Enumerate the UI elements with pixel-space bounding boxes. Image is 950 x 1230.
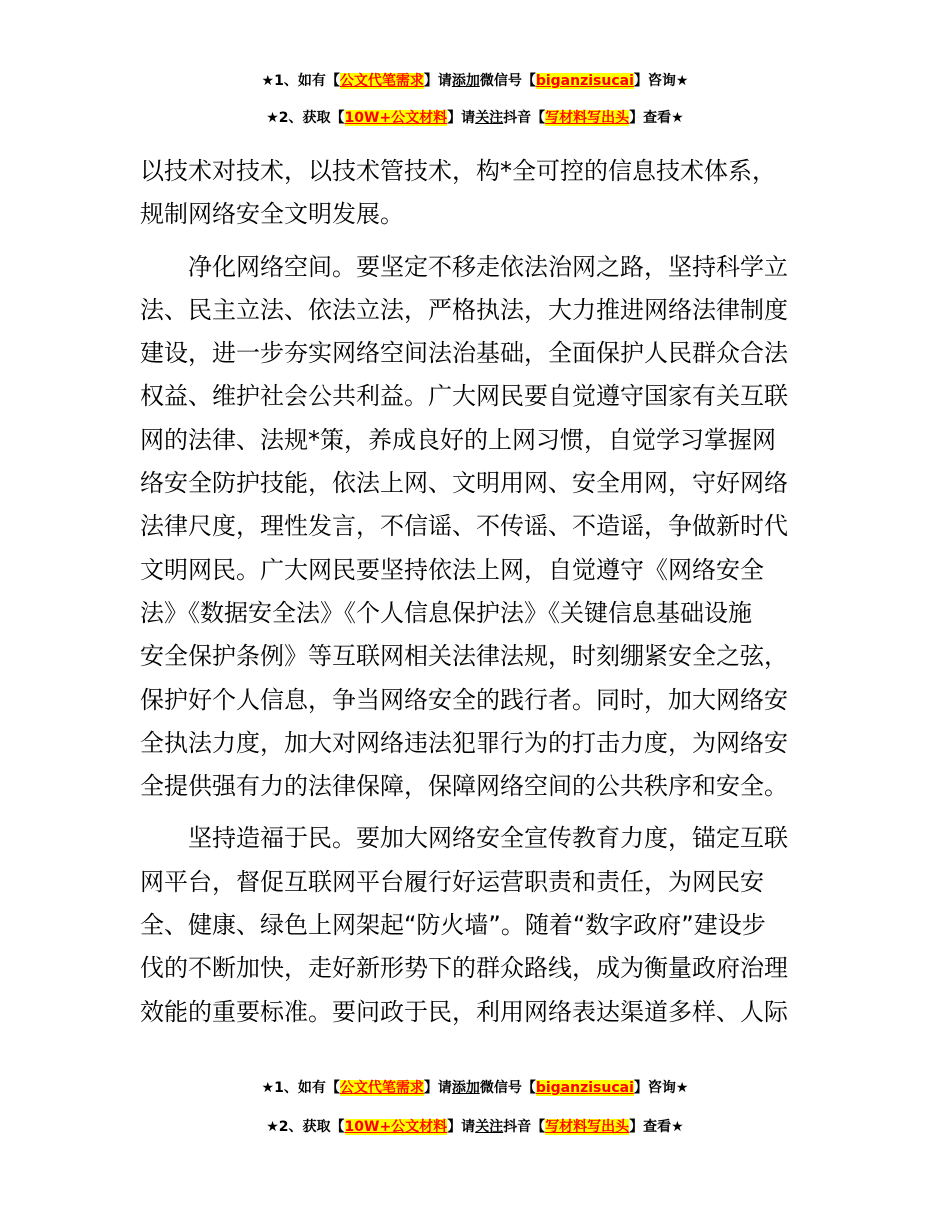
header-line-1-mid-1: 】请 — [423, 73, 452, 89]
header-line-2-highlight-2: 写材料写出头 — [545, 110, 630, 126]
header-line-1-pre: ★1、如有【 — [261, 73, 340, 89]
header-line-2-mid-1: 】请 — [447, 110, 476, 126]
paragraph-line: 效能的重要标准。要问政于民，利用网络表达渠道多样、人际 — [140, 997, 788, 1026]
paragraph-line: 全提供强有力的法律保障，保障网络空间的公共秩序和安全。 — [140, 772, 788, 801]
paragraph-line: 络安全防护技能，依法上网、文明用网、安全用网，守好网络 — [140, 469, 788, 498]
paragraph-line: 法、民主立法、依法立法，严格执法，大力推进网络法律制度 — [140, 295, 788, 324]
header-line-2-underline: 关注 — [475, 110, 504, 126]
header-line-2-highlight-1: 10W+公文材料 — [344, 110, 448, 126]
header-line-2-post: 】查看★ — [629, 110, 684, 126]
footer-line-1-mid-2: 微信号【 — [479, 1080, 536, 1096]
footer-line-2-mid-2: 抖音【 — [503, 1119, 546, 1135]
paragraph-3 — [140, 817, 810, 1033]
footer-line-2-highlight-1: 10W+公文材料 — [344, 1119, 448, 1135]
paragraph-line: 净化网络空间。要坚定不移走依法治网之路，坚持科学立 — [188, 252, 788, 281]
paragraph-line: 全、健康、绿色上网架起“防火墙”。随着“数字政府”建设步 — [140, 911, 766, 940]
document-body — [140, 150, 810, 1034]
footer-line-2-mid-1: 】请 — [447, 1119, 476, 1135]
paragraph-line: 安全保护条例》等互联网相关法律法规，时刻绷紧安全之弦， — [140, 642, 788, 671]
footer-line-1-underline: 添加 — [451, 1080, 480, 1096]
paragraph-line: 权益、维护社会公共利益。广大网民要自觉遵守国家有关互联 — [140, 382, 788, 411]
header-line-1-highlight-1: 公文代笔需求 — [339, 73, 424, 89]
header-line-2-pre: ★2、获取【 — [266, 110, 345, 126]
footer-line-2-pre: ★2、获取【 — [266, 1119, 345, 1135]
paragraph-line: 文明网民。广大网民要坚持依法上网，自觉遵守《网络安全 — [140, 555, 764, 584]
header-line-1-underline: 添加 — [451, 73, 480, 89]
header-line-2 — [0, 107, 950, 129]
header-line-2-mid-2: 抖音【 — [503, 110, 546, 126]
paragraph-line: 坚持造福于民。要加大网络安全宣传教育力度，锚定互联 — [188, 824, 788, 853]
footer-line-1-highlight-1: 公文代笔需求 — [339, 1080, 424, 1096]
paragraph-1 — [140, 150, 810, 237]
footer-line-1-highlight-2: biganzisucai — [535, 1080, 634, 1096]
paragraph-line: 全执法力度，加大对网络违法犯罪行为的打击力度，为网络安 — [140, 728, 788, 757]
paragraph-line: 以技术对技术，以技术管技术，构*全可控的信息技术体系， — [140, 157, 776, 185]
footer-line-2 — [0, 1116, 950, 1138]
footer-line-1-pre: ★1、如有【 — [261, 1080, 340, 1096]
header-line-1-post: 】咨询★ — [633, 73, 689, 89]
footer-line-1-mid-1: 】请 — [423, 1080, 452, 1096]
paragraph-line: 规制网络安全文明发展。 — [140, 200, 404, 229]
footer-line-1-post: 】咨询★ — [633, 1080, 689, 1096]
header-line-1-mid-2: 微信号【 — [479, 73, 536, 89]
paragraph-line: 保护好个人信息，争当网络安全的践行者。同时，加大网络安 — [140, 685, 788, 714]
paragraph-line: 法律尺度，理性发言，不信谣、不传谣、不造谣，争做新时代 — [140, 512, 788, 541]
paragraph-line: 法》《数据安全法》《个人信息保护法》《关键信息基础设施 — [140, 598, 752, 627]
header-line-1-highlight-2: biganzisucai — [535, 73, 634, 89]
footer-line-2-highlight-2: 写材料写出头 — [545, 1119, 630, 1135]
footer-line-2-post: 】查看★ — [629, 1119, 684, 1135]
paragraph-line: 网平台，督促互联网平台履行好运营职责和责任，为网民安 — [140, 867, 764, 896]
footer-line-2-underline: 关注 — [475, 1119, 504, 1135]
paragraph-line: 伐的不断加快，走好新形势下的群众路线，成为衡量政府治理 — [140, 954, 788, 983]
footer-line-1 — [0, 1077, 950, 1099]
paragraph-2 — [140, 246, 810, 809]
paragraph-line: 网的法律、法规*策，养成良好的上网习惯，自觉学习掌握网 — [140, 425, 776, 454]
header-line-1 — [0, 70, 950, 92]
paragraph-line: 建设，进一步夯实网络空间法治基础，全面保护人民群众合法 — [140, 339, 788, 368]
